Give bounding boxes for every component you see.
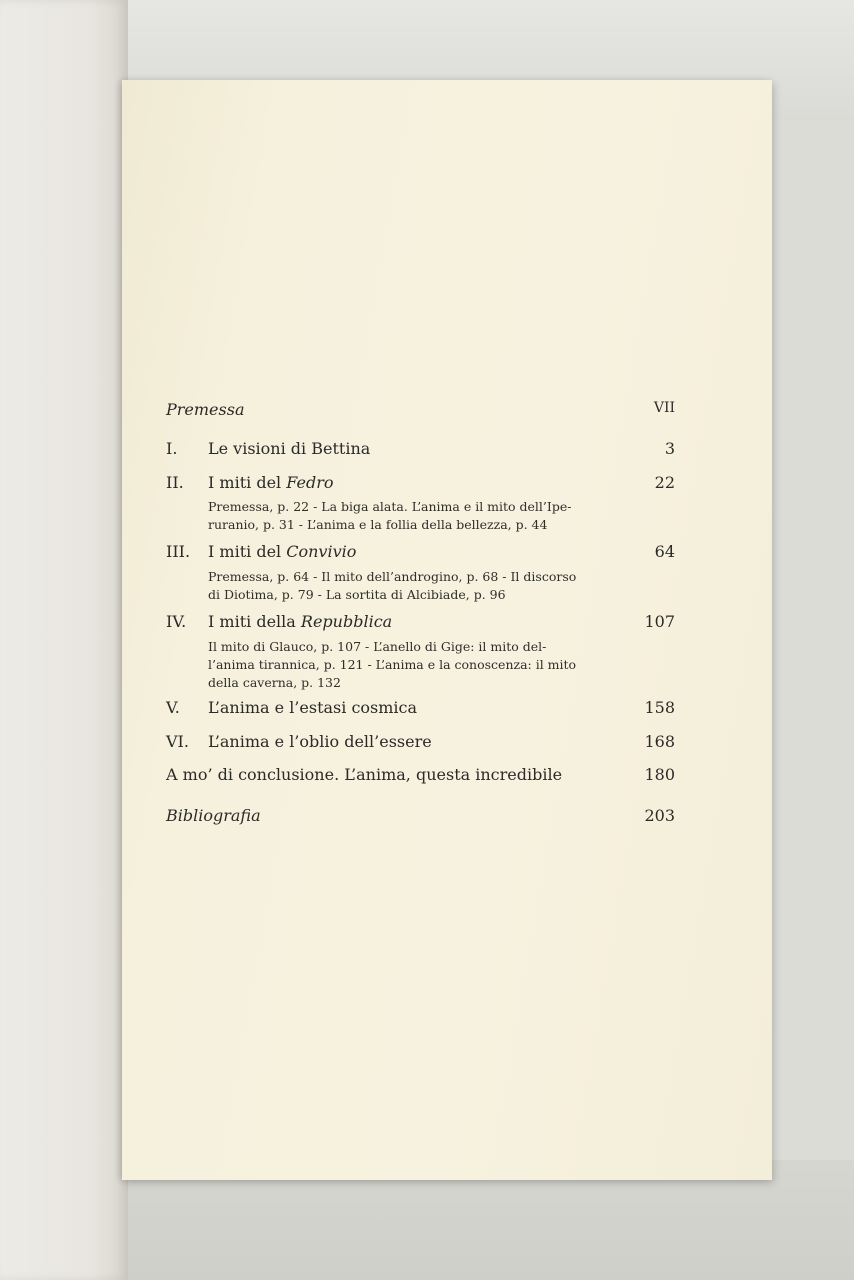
toc-page-bibliografia: 203 [644,806,675,825]
toc-title-bibliografia: Bibliografia [166,806,261,825]
chapter-3-subtitle-line-2: di Diotima, p. 79 - La sortita di Alcibiade, p. 96 [208,587,506,602]
chapter-title: I miti della Repubblica [208,612,393,631]
chapter-title: Le visioni di Bettina [208,439,371,458]
chapter-title: L’anima e l’estasi cosmica [208,698,418,717]
toc-page-premessa: VII [653,400,675,416]
table-of-contents [122,80,772,1180]
chapter-number: V. [166,698,180,717]
chapter-4-subtitle-line-3: della caverna, p. 132 [208,675,341,690]
chapter-2-subtitle-line-1: Premessa, p. 22 - La biga alata. L’anima e il mito dell’Ipe- [208,499,572,514]
toc-title-premessa: Premessa [166,400,245,419]
chapter-page: 22 [654,473,675,492]
chapter-number: VI. [166,732,189,751]
chapter-number: IV. [166,612,187,631]
chapter-2-subtitle-line-2: ruranio, p. 31 - L’anima e la follia della bellezza, p. 44 [208,517,548,532]
chapter-page: 168 [644,732,675,751]
chapter-page: 3 [664,439,675,458]
chapter-page: 64 [654,542,675,561]
book-page [122,80,772,1180]
toc-title-conclusione: A mo’ di conclusione. L’anima, questa incredibile [166,765,563,784]
toc-page-conclusione: 180 [644,765,675,784]
chapter-number: II. [166,473,184,492]
chapter-page: 107 [644,612,675,631]
chapter-title: L’anima e l’oblio dell’essere [208,732,432,751]
chapter-number: I. [166,439,178,458]
chapter-3-subtitle-line-1: Premessa, p. 64 - Il mito dell’androgino, p. 68 - Il discorso [208,569,577,584]
chapter-title: I miti del Fedro [208,473,334,492]
chapter-page: 158 [644,698,675,717]
chapter-title: I miti del Convivio [208,542,357,561]
chapter-4-subtitle-line-2: l’anima tirannica, p. 121 - L’anima e la conoscenza: il mito [208,657,577,672]
chapter-number: III. [166,542,191,561]
chapter-4-subtitle-line-1: Il mito di Glauco, p. 107 - L’anello di Gige: il mito del- [208,639,547,654]
left-page-edge [0,0,128,1280]
